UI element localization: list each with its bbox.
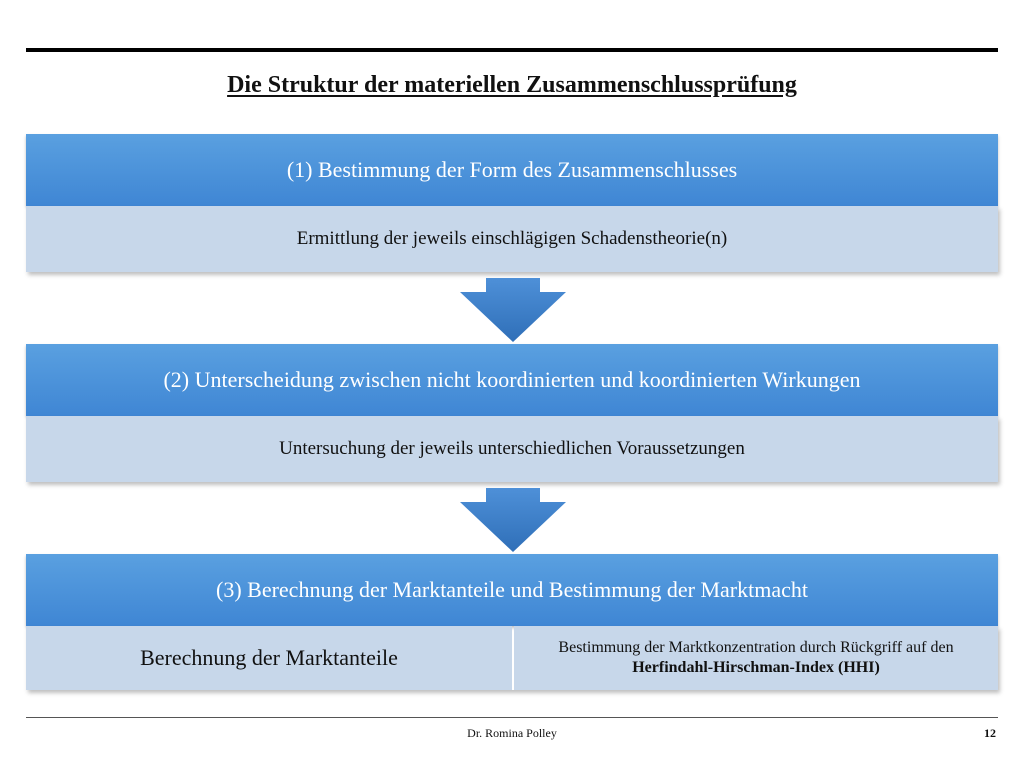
step-1-block — [26, 134, 998, 272]
step-3-heading: (3) Berechnung der Marktanteile und Bestimmung der Marktmacht — [26, 554, 998, 626]
step-3-details — [26, 626, 998, 690]
step-3-detail-right — [514, 626, 998, 690]
step-3-detail-right-text: Bestimmung der Marktkonzentration durch Rückgriff auf den — [558, 639, 954, 656]
down-arrow-icon — [460, 278, 566, 342]
footer-author: Dr. Romina Polley — [467, 726, 557, 740]
step-2-heading: (2) Unterscheidung zwischen nicht koordinierten und koordinierten Wirkungen — [26, 344, 998, 416]
step-1-heading: (1) Bestimmung der Form des Zusammenschlusses — [26, 134, 998, 206]
step-3-detail-left: Berechnung der Marktanteile — [26, 626, 512, 690]
step-2-detail: Untersuchung der jeweils unterschiedlichen Voraussetzungen — [26, 416, 998, 482]
footer-rule — [26, 717, 998, 718]
slide-title: Die Struktur der materiellen Zusammenschlussprüfung — [227, 72, 797, 98]
step-3-block — [26, 554, 998, 690]
step-3-detail-right-bold: Herfindahl-Hirschman-Index (HHI) — [632, 659, 880, 676]
page-number: 12 — [984, 726, 996, 740]
step-1-detail: Ermittlung der jeweils einschlägigen Schadenstheorie(n) — [26, 206, 998, 272]
top-rule — [26, 48, 998, 52]
step-2-block — [26, 344, 998, 482]
down-arrow-icon — [460, 488, 566, 552]
